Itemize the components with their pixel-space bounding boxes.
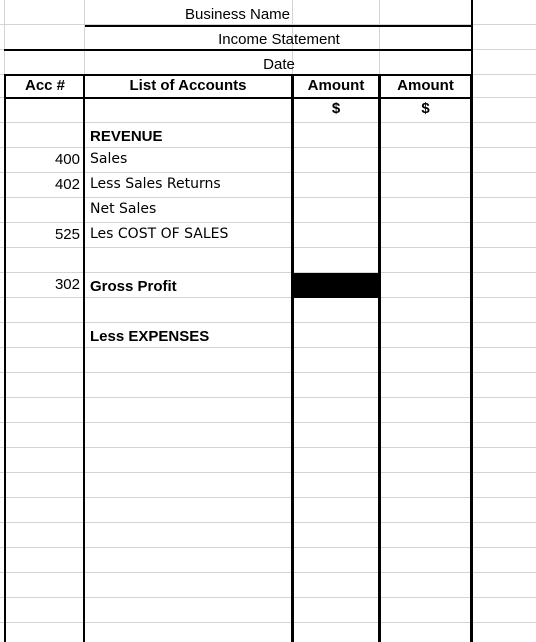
column-border: [291, 74, 294, 642]
account-number[interactable]: 525: [54, 226, 80, 243]
account-number[interactable]: 400: [54, 151, 80, 168]
column-border: [470, 74, 473, 642]
column-header-amount-2[interactable]: Amount: [397, 77, 454, 94]
business-name[interactable]: Business Name: [184, 6, 291, 23]
account-name-sales-returns[interactable]: Less Sales Returns: [90, 176, 221, 192]
account-number[interactable]: 402: [54, 176, 80, 193]
filled-cell-gross-profit-amount[interactable]: [292, 273, 380, 298]
account-name-sales[interactable]: Sales: [90, 151, 128, 167]
column-border: [378, 74, 381, 642]
currency-symbol-2[interactable]: $: [421, 100, 430, 117]
statement-date[interactable]: Date: [263, 56, 295, 73]
account-name-cost-of-sales[interactable]: Les COST OF SALES: [90, 226, 229, 242]
account-name-expenses[interactable]: Less EXPENSES: [90, 328, 210, 345]
account-name-net-sales[interactable]: Net Sales: [90, 201, 157, 217]
column-header-amount-1[interactable]: Amount: [307, 77, 365, 94]
account-number[interactable]: 302: [54, 276, 80, 293]
account-name-revenue[interactable]: REVENUE: [90, 128, 163, 145]
statement-title[interactable]: Income Statement: [218, 31, 340, 48]
column-border: [83, 74, 85, 642]
column-header-accounts[interactable]: List of Accounts: [129, 77, 247, 94]
column-header-acc[interactable]: Acc #: [24, 77, 66, 94]
account-name-gross-profit[interactable]: Gross Profit: [90, 278, 177, 295]
currency-symbol-1[interactable]: $: [331, 100, 341, 117]
